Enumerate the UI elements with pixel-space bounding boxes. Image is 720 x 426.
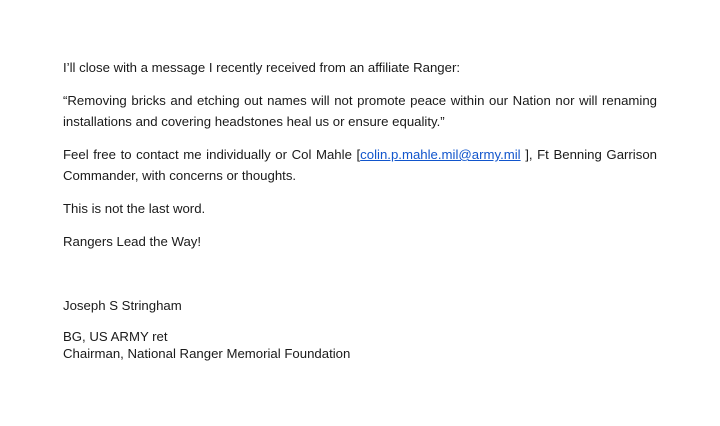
contact-text-after: ], Ft Benning Garrison Commander, with concerns or thoughts.	[63, 147, 657, 183]
signature-spacer	[63, 264, 657, 295]
signature-rank: BG, US ARMY ret	[63, 329, 168, 344]
contact-paragraph	[63, 144, 657, 186]
intro-paragraph: I’ll close with a message I recently received from an affiliate Ranger:	[63, 60, 461, 75]
signature-name: Joseph S Stringham	[63, 298, 182, 313]
quote-paragraph: “Removing bricks and etching out names will not promote peace within our Nation nor will renaming installations and covering headstones heal us or ensure equality.”	[63, 93, 657, 129]
motto-paragraph: Rangers Lead the Way!	[63, 234, 202, 249]
signature-title: Chairman, National Ranger Memorial Foundation	[63, 346, 351, 361]
signature-block	[63, 295, 657, 362]
email-link[interactable]: colin.p.mahle.mil@army.mil	[360, 147, 521, 162]
letter-body	[63, 57, 657, 362]
contact-text-before: Feel free to contact me individually or Col Mahle [	[63, 147, 361, 162]
not-last-word-paragraph: This is not the last word.	[63, 201, 206, 216]
